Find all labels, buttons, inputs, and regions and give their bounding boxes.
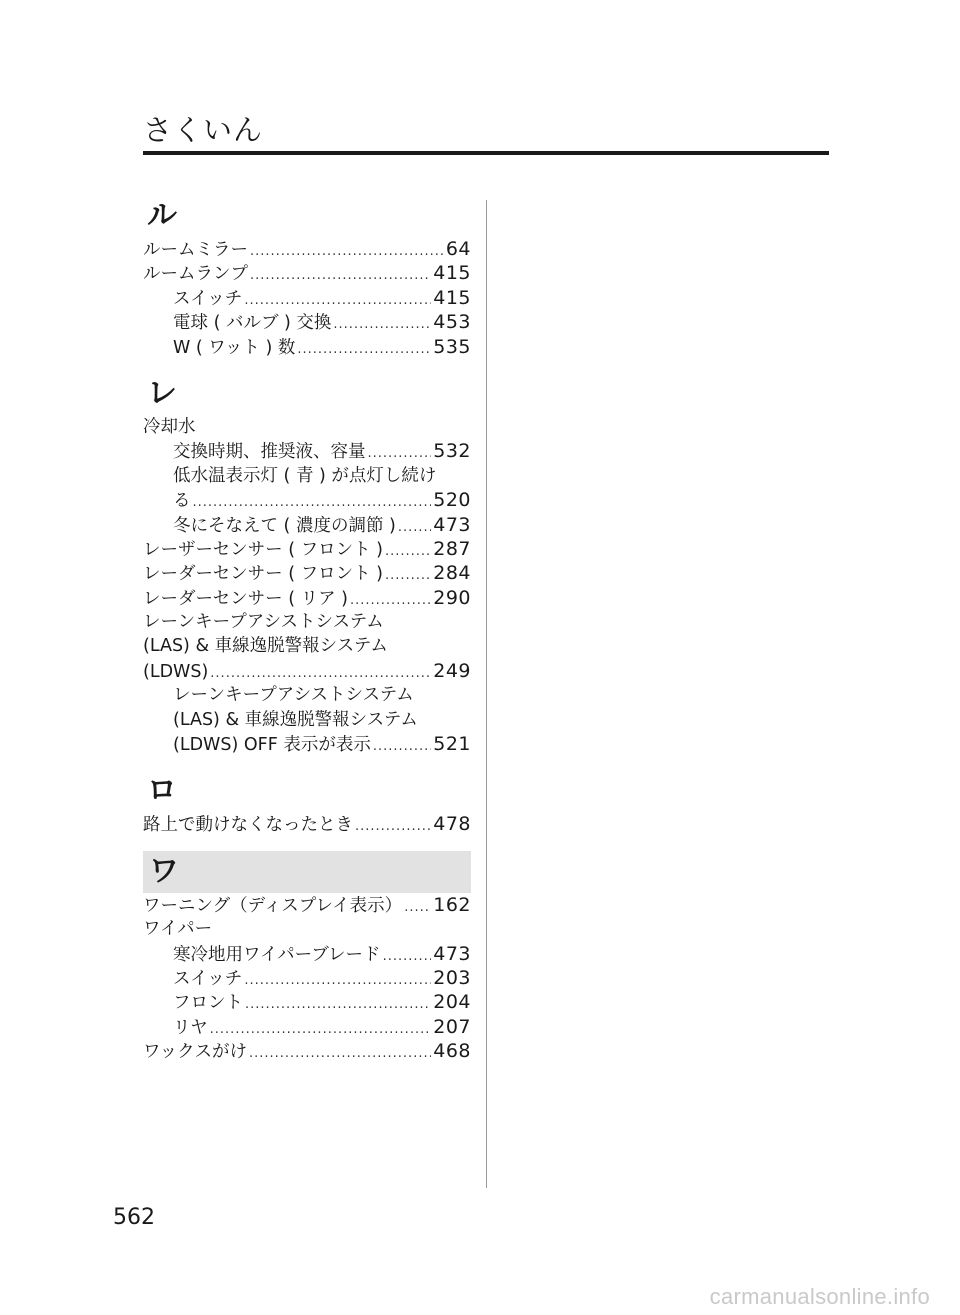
entry-label: ワイパー xyxy=(143,919,213,940)
entry-label: (LDWS) xyxy=(143,661,209,682)
entry-page-number: 290 xyxy=(433,586,471,609)
dot-leader xyxy=(244,969,431,993)
entry-label: 電球 ( バルブ ) 交換 xyxy=(173,313,332,334)
entry-label: (LDWS) OFF 表示が表示 xyxy=(173,735,371,756)
index-subentry[interactable] xyxy=(143,513,471,537)
dot-leader xyxy=(249,1042,431,1066)
entry-label: レーダーセンサー ( リア ) xyxy=(143,588,348,609)
index-entry[interactable] xyxy=(143,1039,471,1063)
index-entry[interactable] xyxy=(143,634,471,658)
index-subentry[interactable] xyxy=(143,1015,471,1039)
section-heading: レ xyxy=(147,375,177,411)
dot-leader xyxy=(193,491,432,515)
index-section xyxy=(143,851,471,1064)
index-entry[interactable] xyxy=(143,610,471,634)
index-entry[interactable] xyxy=(143,237,471,261)
index-subentry[interactable] xyxy=(143,683,471,707)
entry-label: W ( ワット ) 数 xyxy=(173,337,296,358)
index-section xyxy=(143,373,471,756)
index-subentry[interactable] xyxy=(143,335,471,359)
entry-label: る xyxy=(173,491,191,512)
section-heading: ワ xyxy=(143,851,471,893)
entry-page-number: 473 xyxy=(433,942,471,965)
entry-label: レーダーセンサー ( フロント ) xyxy=(143,564,383,585)
entry-label: レーザーセンサー ( フロント ) xyxy=(143,539,383,560)
dot-leader xyxy=(245,993,431,1017)
entry-page-number: 415 xyxy=(433,286,471,309)
entry-page-number: 468 xyxy=(433,1040,471,1063)
section-heading: ロ xyxy=(147,773,177,809)
dot-leader xyxy=(333,313,431,337)
entry-label: (LAS) & 車線逸脱警報システム xyxy=(173,709,418,730)
index-subentry[interactable] xyxy=(143,990,471,1014)
index-subentry[interactable] xyxy=(143,464,471,488)
entry-page-number: 453 xyxy=(433,311,471,334)
entry-label: 冬にそなえて ( 濃度の調節 ) xyxy=(173,515,396,536)
title-underline xyxy=(143,151,829,155)
dot-leader xyxy=(373,735,431,759)
entry-label: フロント xyxy=(173,993,243,1014)
entry-label: 交換時期、推奨液、容量 xyxy=(173,442,366,463)
index-entry[interactable] xyxy=(143,537,471,561)
entry-label: ルームミラー xyxy=(143,240,248,260)
entry-page-number: 473 xyxy=(433,513,471,536)
entry-label: 低水温表示灯 ( 青 ) が点灯し続け xyxy=(173,465,437,486)
entry-label: スイッチ xyxy=(173,968,243,989)
entry-label: ルームランプ xyxy=(143,264,248,285)
dot-leader xyxy=(210,1018,432,1042)
index-section xyxy=(143,770,471,836)
entry-page-number: 520 xyxy=(433,489,471,512)
entry-label: リヤ xyxy=(173,1017,208,1038)
entry-page-number: 521 xyxy=(433,733,471,756)
index-subentry[interactable] xyxy=(143,439,471,463)
entry-label: ワックスがけ xyxy=(143,1042,247,1063)
dot-leader xyxy=(404,896,431,920)
dot-leader xyxy=(385,564,431,588)
entry-page-number: 204 xyxy=(433,991,471,1014)
dot-leader xyxy=(398,516,431,540)
watermark-text: carmanualsonline.info xyxy=(709,1284,930,1309)
index-entry[interactable] xyxy=(143,415,471,439)
entry-label: レーンキープアシストシステム xyxy=(173,685,414,706)
dot-leader xyxy=(250,240,444,264)
dot-leader xyxy=(250,264,431,288)
page-number: 562 xyxy=(113,1205,155,1230)
index-entry[interactable] xyxy=(143,812,471,836)
column-divider xyxy=(486,200,487,1188)
index-subentry[interactable] xyxy=(143,488,471,512)
entry-page-number: 284 xyxy=(433,562,471,585)
entry-page-number: 287 xyxy=(433,537,471,560)
index-entry[interactable] xyxy=(143,261,471,285)
entry-page-number: 478 xyxy=(433,813,471,836)
index-subentry[interactable] xyxy=(143,708,471,732)
entry-page-number: 532 xyxy=(433,440,471,463)
dot-leader xyxy=(383,945,432,969)
entry-label: 路上で動けなくなったとき xyxy=(143,815,353,836)
index-subentry[interactable] xyxy=(143,732,471,756)
entry-page-number: 162 xyxy=(433,893,471,916)
entry-label: レーンキープアシストシステム xyxy=(143,612,384,633)
index-entry[interactable] xyxy=(143,893,471,917)
entry-label: ワーニング（ディスプレイ表示） xyxy=(143,895,403,916)
index-entry[interactable] xyxy=(143,917,471,941)
index-entry[interactable] xyxy=(143,659,471,683)
index-subentry[interactable] xyxy=(143,966,471,990)
entry-page-number: 203 xyxy=(433,966,471,989)
entry-page-number: 249 xyxy=(433,659,471,682)
entry-page-number: 207 xyxy=(433,1015,471,1038)
index-entry[interactable] xyxy=(143,586,471,610)
index-subentry[interactable] xyxy=(143,286,471,310)
index-entry[interactable] xyxy=(143,561,471,585)
index-section xyxy=(143,195,471,359)
section-heading: ル xyxy=(147,198,177,233)
dot-leader xyxy=(297,338,431,362)
entry-label: 寒冷地用ワイパーブレード xyxy=(173,944,381,965)
entry-label: 冷却水 xyxy=(143,416,196,437)
entry-page-number: 535 xyxy=(433,335,471,358)
dot-leader xyxy=(385,540,431,564)
entry-label: (LAS) & 車線逸脱警報システム xyxy=(143,636,388,657)
dot-leader xyxy=(244,289,431,313)
dot-leader xyxy=(355,815,431,839)
index-subentry[interactable] xyxy=(143,942,471,966)
index-column xyxy=(143,195,471,1064)
index-subentry[interactable] xyxy=(143,310,471,334)
entry-page-number: 64 xyxy=(445,238,471,260)
entry-label: スイッチ xyxy=(173,288,243,309)
entry-page-number: 415 xyxy=(433,262,471,285)
page-title: さくいん xyxy=(143,113,264,147)
